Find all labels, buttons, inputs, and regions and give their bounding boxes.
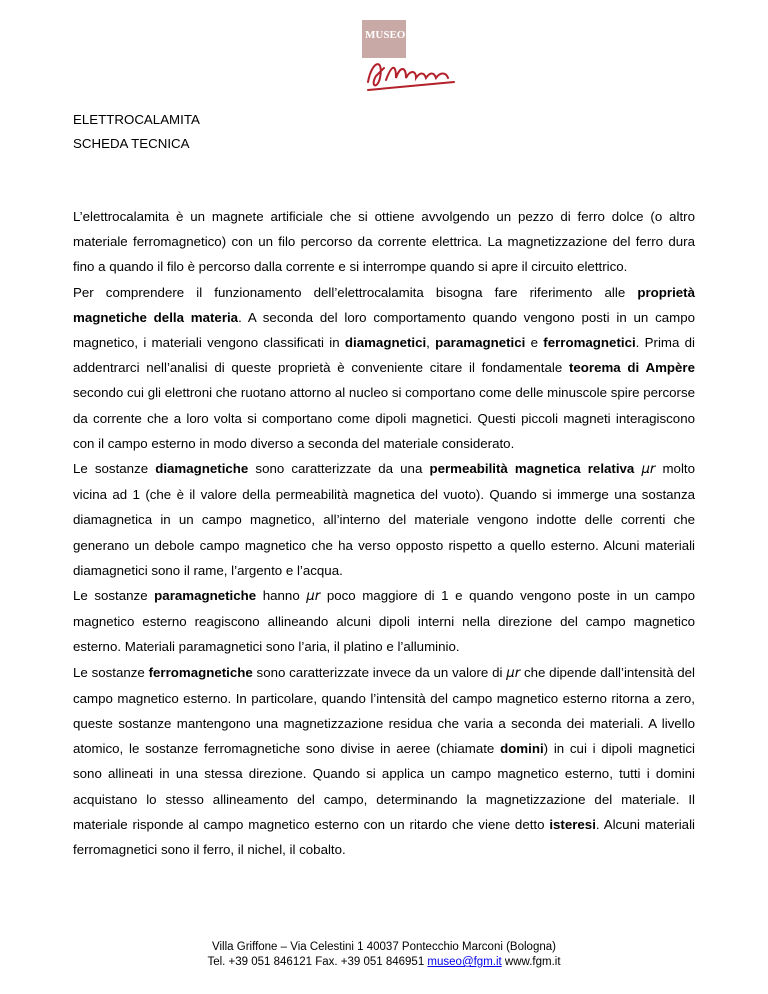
logo-signature-stroke <box>368 64 454 90</box>
term-relative-permeability: permeabilità magnetica relativa <box>429 461 635 477</box>
term-ampere-theorem: teorema di Ampère <box>568 360 695 376</box>
paragraph-paramagnetic: Le sostanze paramagnetiche hanno μr poco maggiore di 1 e quando vengono poste in un campo magnetico esterno reagiscono allineando alcuni dipoli interni nella direzione del campo magnetico esterno. Materiali paramagnetici sono l’aria, il platino e l’alluminio. <box>73 588 695 655</box>
term-paramagnetic-substances: paramagnetiche <box>154 588 257 604</box>
museo-marconi-logo <box>362 20 462 95</box>
term-ferromagnetic-substances: ferromagnetiche <box>148 664 253 680</box>
term-paramagnetic: paramagnetici <box>435 335 526 351</box>
document-subtitle: SCHEDA TECNICA <box>73 136 190 151</box>
symbol-mu-r: μr <box>506 665 521 681</box>
logo-museo-text: MUSEO <box>365 29 406 41</box>
page-footer <box>0 940 768 970</box>
symbol-mu-r: μr <box>641 462 656 478</box>
term-diamagnetic-substances: diamagnetiche <box>155 461 249 477</box>
document-title: ELETTROCALAMITA <box>73 112 200 127</box>
document-body <box>73 204 695 862</box>
term-diamagnetic: diamagnetici <box>344 335 427 351</box>
term-hysteresis: isteresi <box>549 816 596 832</box>
footer-website: www.fgm.it <box>501 956 561 968</box>
symbol-mu-r: μr <box>306 589 321 605</box>
term-ferromagnetic: ferromagnetici <box>543 335 636 351</box>
footer-email-link[interactable]: museo@fgm.it <box>427 956 502 968</box>
footer-contacts: Tel. +39 051 846121 Fax. +39 051 846951 museo@fgm.it www.fgm.it <box>207 956 561 968</box>
term-domains: domini <box>500 741 544 757</box>
paragraph-properties: Per comprendere il funzionamento dell’elettrocalamita bisogna fare riferimento alle proprietà magnetiche della materia. A seconda del loro comportamento quando vengono posti in un campo magnetico, i materiali vengono classificati in diamagnetici, paramagnetici e ferromagnetici. Prima di addentrarci nell’analisi di queste proprietà è conveniente citare il fondamentale teorema di Ampère secondo cui gli elettroni che ruotano attorno al nucleo si comportano come delle minuscole spire percorse da corrente che a loro volta si comportano come dipoli magnetici. Questi piccoli magneti interagiscono con il campo esterno in modo diverso a seconda del materiale considerato. <box>73 284 695 451</box>
paragraph-intro: L’elettrocalamita è un magnete artificiale che si ottiene avvolgendo un pezzo di ferro dolce (o altro materiale ferromagnetico) con un filo percorso da corrente elettrica. La magnetizzazione del ferro dura fino a quando il filo è percorso dalla corrente e si interrompe quando si apre il circuito elettrico. <box>73 209 695 275</box>
term-magnetic-properties: proprietà magnetiche della materia <box>73 284 695 325</box>
paragraph-diamagnetic: Le sostanze diamagnetiche sono caratterizzate da una permeabilità magnetica relativa μr molto vicina ad 1 (che è il valore della permeabilità magnetica del vuoto). Quando si immerge una sostanza diamagnetica in un campo magnetico, all’interno del materiale vengono indotte delle correnti che generano un debole campo magnetico che ha verso opposto rispetto a quello esterno. Alcuni materiali diamagnetici sono il rame, l’argento e l’acqua. <box>73 461 695 578</box>
paragraph-ferromagnetic: Le sostanze ferromagnetiche sono caratterizzate invece da un valore di μr che dipende dall’intensità del campo magnetico esterno. In particolare, quando l’intensità del campo magnetico esterno ritorna a zero, queste sostanze mantengono una magnetizzazione residua che varia a seconda dei materiali. A livello atomico, le sostanze ferromagnetiche sono divise in aeree (chiamate domini) in cui i dipoli magnetici sono allineati in una stessa direzione. Quando si applica un campo magnetico esterno, tutti i domini acquistano lo stesso allineamento del campo, determinando la magnetizzazione del materiale. Il materiale risponde al campo magnetico esterno con un ritardo che viene detto isteresi. Alcuni materiali ferromagnetici sono il ferro, il nichel, il cobalto. <box>73 664 695 858</box>
footer-address: Villa Griffone – Via Celestini 1 40037 Pontecchio Marconi (Bologna) <box>212 941 556 953</box>
